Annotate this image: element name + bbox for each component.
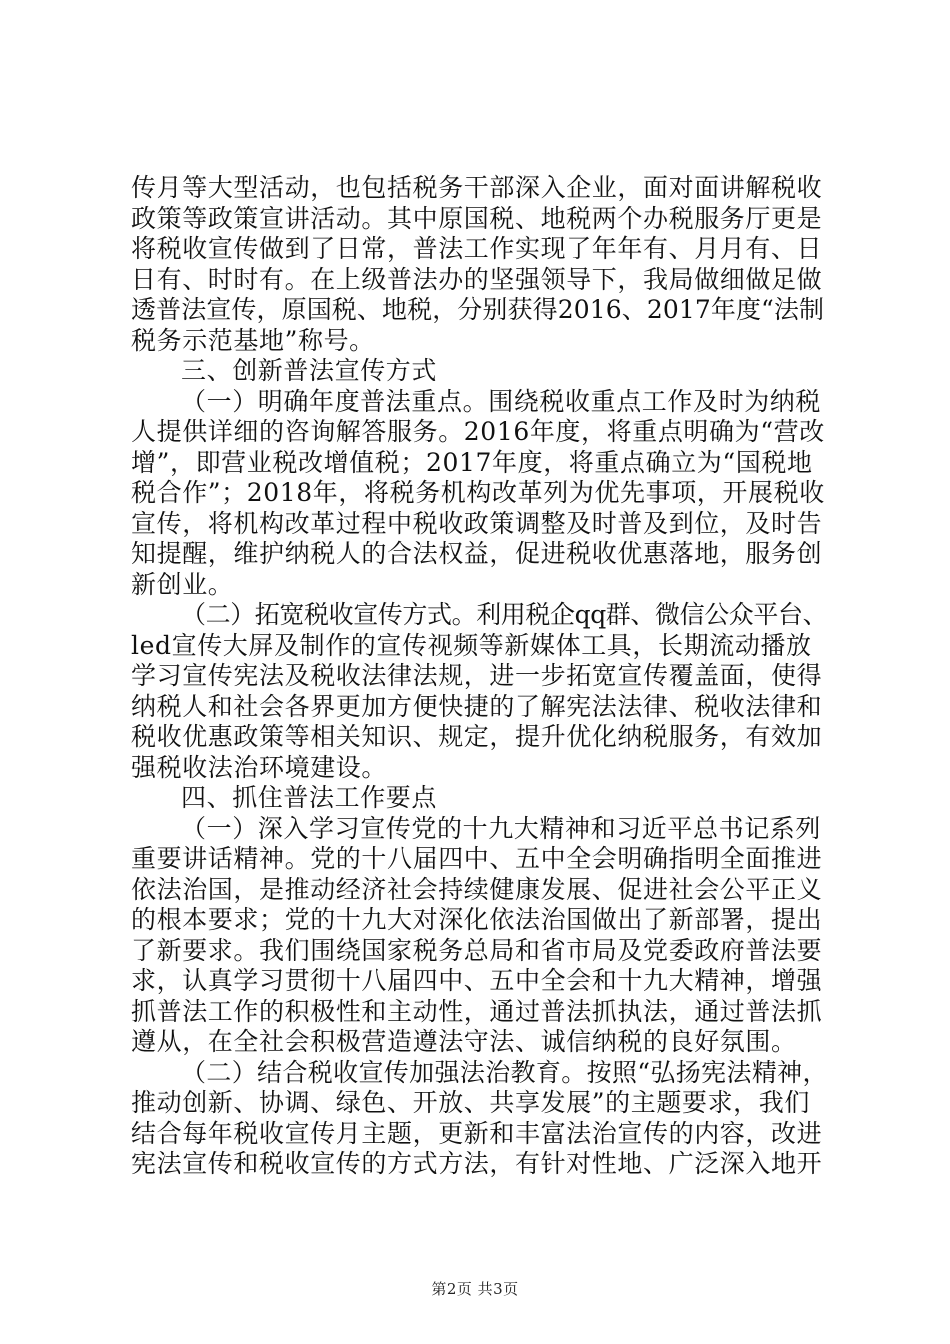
text-line: （一）明确年度普法重点。围绕税收重点工作及时为纳税 <box>181 386 822 416</box>
text-line: 传月等大型活动，也包括税务干部深入企业，面对面讲解税收 <box>131 173 823 202</box>
text-line: 税务示范基地”称号。 <box>131 325 375 355</box>
text-line: 政策等政策宣讲活动。其中原国税、地税两个办税服务厅更是 <box>131 203 823 233</box>
text-line: 日有、时时有。在上级普法办的坚强领导下，我局做细做足做 <box>131 264 823 294</box>
text-line: 税合作”；2018年，将税务机构改革列为优先事项，开展税收 <box>131 478 825 507</box>
text-line: 学习宣传宪法及税收法律法规，进一步拓宽宣传覆盖面，使得 <box>131 661 823 690</box>
text-line: 重要讲话精神。党的十八届四中、五中全会明确指明全面推进 <box>131 844 823 873</box>
text-line: 依法治国，是推动经济社会持续健康发展、促进社会公平正义 <box>131 874 823 904</box>
text-line: led宣传大屏及制作的宣传视频等新媒体工具，长期流动播放 <box>131 630 812 660</box>
text-line: 税收优惠政策等相关知识、规定，提升优化纳税服务，有效加 <box>131 722 823 751</box>
text-line: 的根本要求；党的十九大对深化依法治国做出了新部署，提出 <box>131 905 823 934</box>
text-line: （二）拓宽税收宣传方式。利用税企qq群、微信公众平台、 <box>181 600 828 629</box>
section-heading: 四、抓住普法工作要点 <box>181 783 438 812</box>
text-line: 将税收宣传做到了日常，普法工作实现了年年有、月月有、日 <box>131 234 823 263</box>
text-line: 了新要求。我们围绕国家税务总局和省市局及党委政府普法要 <box>131 935 823 965</box>
text-line: 宪法宣传和税收宣传的方式方法，有针对性地、广泛深入地开 <box>131 1149 823 1178</box>
text-line: 纳税人和社会各界更加方便快捷的了解宪法法律、税收法律和 <box>131 691 823 721</box>
text-line: 宣传，将机构改革过程中税收政策调整及时普及到位，及时告 <box>131 508 823 538</box>
text-line: 遵从，在全社会积极营造遵法守法、诚信纳税的良好氛围。 <box>131 1027 797 1056</box>
text-line: （一）深入学习宣传党的十九大精神和习近平总书记系列 <box>181 813 822 843</box>
text-line: 推动创新、协调、绿色、开放、共享发展”的主题要求，我们 <box>131 1088 810 1117</box>
text-line: （二）结合税收宣传加强法治教育。按照“弘扬宪法精神， <box>181 1057 828 1087</box>
text-line: 增”，即营业税改增值税；2017年度，将重点确立为“国税地 <box>131 447 813 477</box>
text-line: 新创业。 <box>131 569 234 599</box>
text-line: 结合每年税收宣传月主题，更新和丰富法治宣传的内容，改进 <box>131 1118 823 1148</box>
text-line: 抓普法工作的积极性和主动性，通过普法抓执法，通过普法抓 <box>131 996 823 1026</box>
document-body <box>131 173 831 1180</box>
section-heading: 三、创新普法宣传方式 <box>181 356 438 385</box>
text-line: 知提醒，维护纳税人的合法权益，促进税收优惠落地，服务创 <box>131 539 823 568</box>
text-line: 透普法宣传，原国税、地税，分别获得2016、2017年度“法制 <box>131 295 825 324</box>
text-line: 人提供详细的咨询解答服务。2016年度，将重点明确为“营改 <box>131 417 825 446</box>
text-line: 强税收法治环境建设。 <box>131 752 388 782</box>
page-footer: 第2页 共3页 <box>431 1280 519 1298</box>
text-line: 求，认真学习贯彻十八届四中、五中全会和十九大精神，增强 <box>131 966 823 995</box>
